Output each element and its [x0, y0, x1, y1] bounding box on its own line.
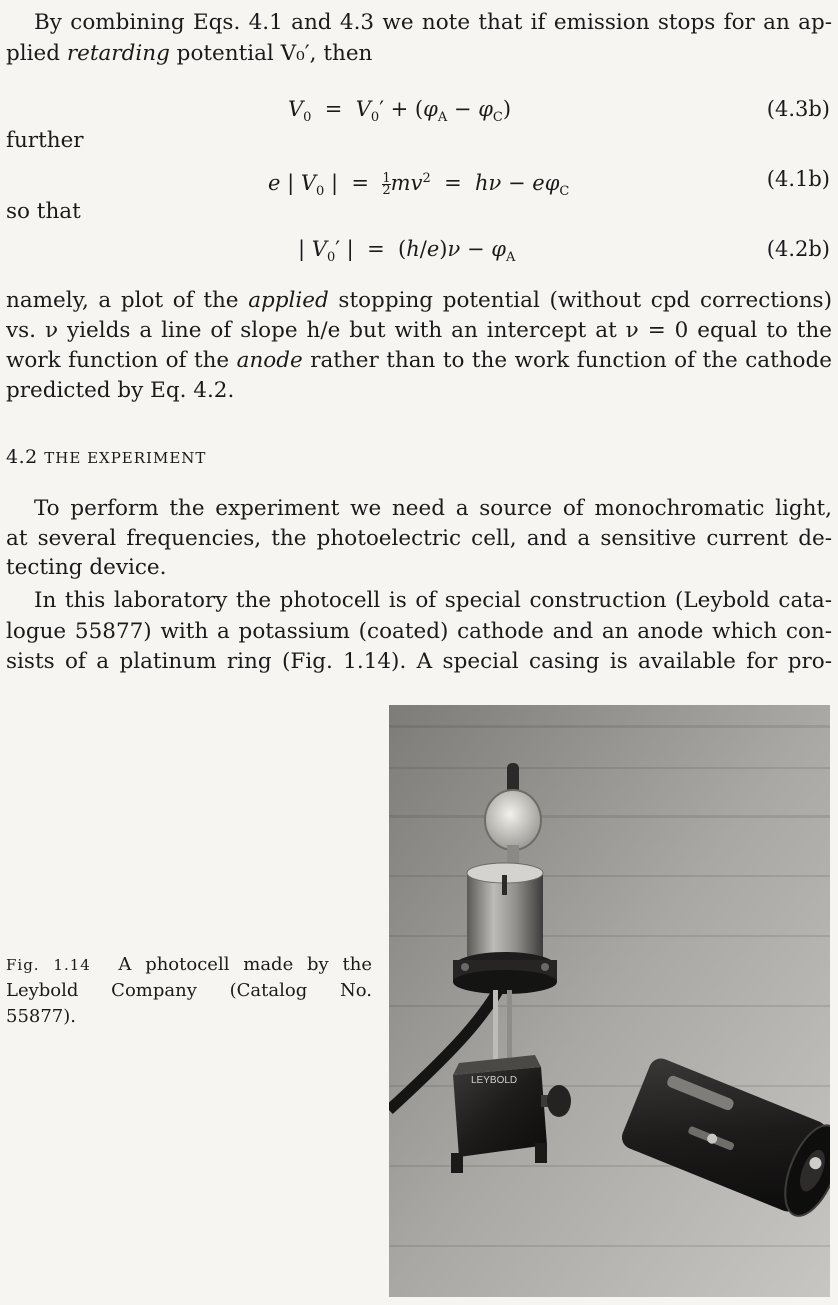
equation-label-4-1b: (4.1b): [766, 167, 830, 191]
para3-line2: at several frequencies, the photoelectric cell, and a sensitive current de-: [6, 526, 832, 551]
caption-line3: 55877).: [6, 1006, 77, 1027]
equation-label-4-2b: (4.2b): [766, 237, 830, 261]
section-number: 4.2: [6, 446, 38, 468]
equation-4-3b: $V_0 = V_0' + (\varphi_A - \varphi_C)$: [288, 97, 512, 126]
section-title: THE EXPERIMENT: [44, 449, 207, 467]
equation-4-1b: e | $V_0$ | = $\frac{1}{2}$ $mv^2 = h\nu - e\varphi_C$: [268, 171, 570, 200]
para3-line1: To perform the experiment we need a source of monochromatic light,: [34, 496, 832, 521]
equation-4-2b: | $V_0'$ | = $(h/e)\nu - \varphi_A$: [298, 237, 516, 266]
photocell-image: [389, 705, 830, 1297]
para2-line4: predicted by Eq. 4.2.: [6, 378, 235, 403]
para3-line3: tecting device.: [6, 555, 167, 580]
para2-line3: work function of the anode rather than to the work function of the cathode: [6, 348, 832, 373]
para4-line3: sists of a platinum ring (Fig. 1.14). A special casing is available for pro-: [6, 649, 832, 674]
para1-line2: plied retarding potential V₀′, then: [6, 41, 373, 66]
para1-line1: By combining Eqs. 4.1 and 4.3 we note that if emission stops for an ap-: [34, 10, 832, 35]
connector-further: further: [6, 128, 84, 153]
caption-figure-label: Fig. 1.14: [6, 956, 91, 974]
brand-label: LEYBOLD: [471, 1075, 518, 1086]
para4-line1: In this laboratory the photocell is of special construction (Leybold cata-: [34, 588, 832, 613]
para2-line1: namely, a plot of the applied stopping potential (without cpd corrections): [6, 288, 832, 313]
section-heading: [6, 442, 206, 473]
para2-line2: vs. ν yields a line of slope h/e but with an intercept at ν = 0 equal to the: [6, 318, 832, 343]
caption-line2: Leybold Company (Catalog No.: [6, 980, 372, 1001]
figure-caption: [6, 952, 372, 1030]
connector-so-that: so that: [6, 199, 81, 224]
equation-label-4-3b: (4.3b): [766, 97, 830, 121]
caption-line1: Fig. 1.14 A photocell made by the: [6, 954, 372, 975]
photocell-photograph: [389, 705, 830, 1297]
para4-line2: logue 55877) with a potassium (coated) cathode and an anode which con-: [6, 619, 832, 644]
